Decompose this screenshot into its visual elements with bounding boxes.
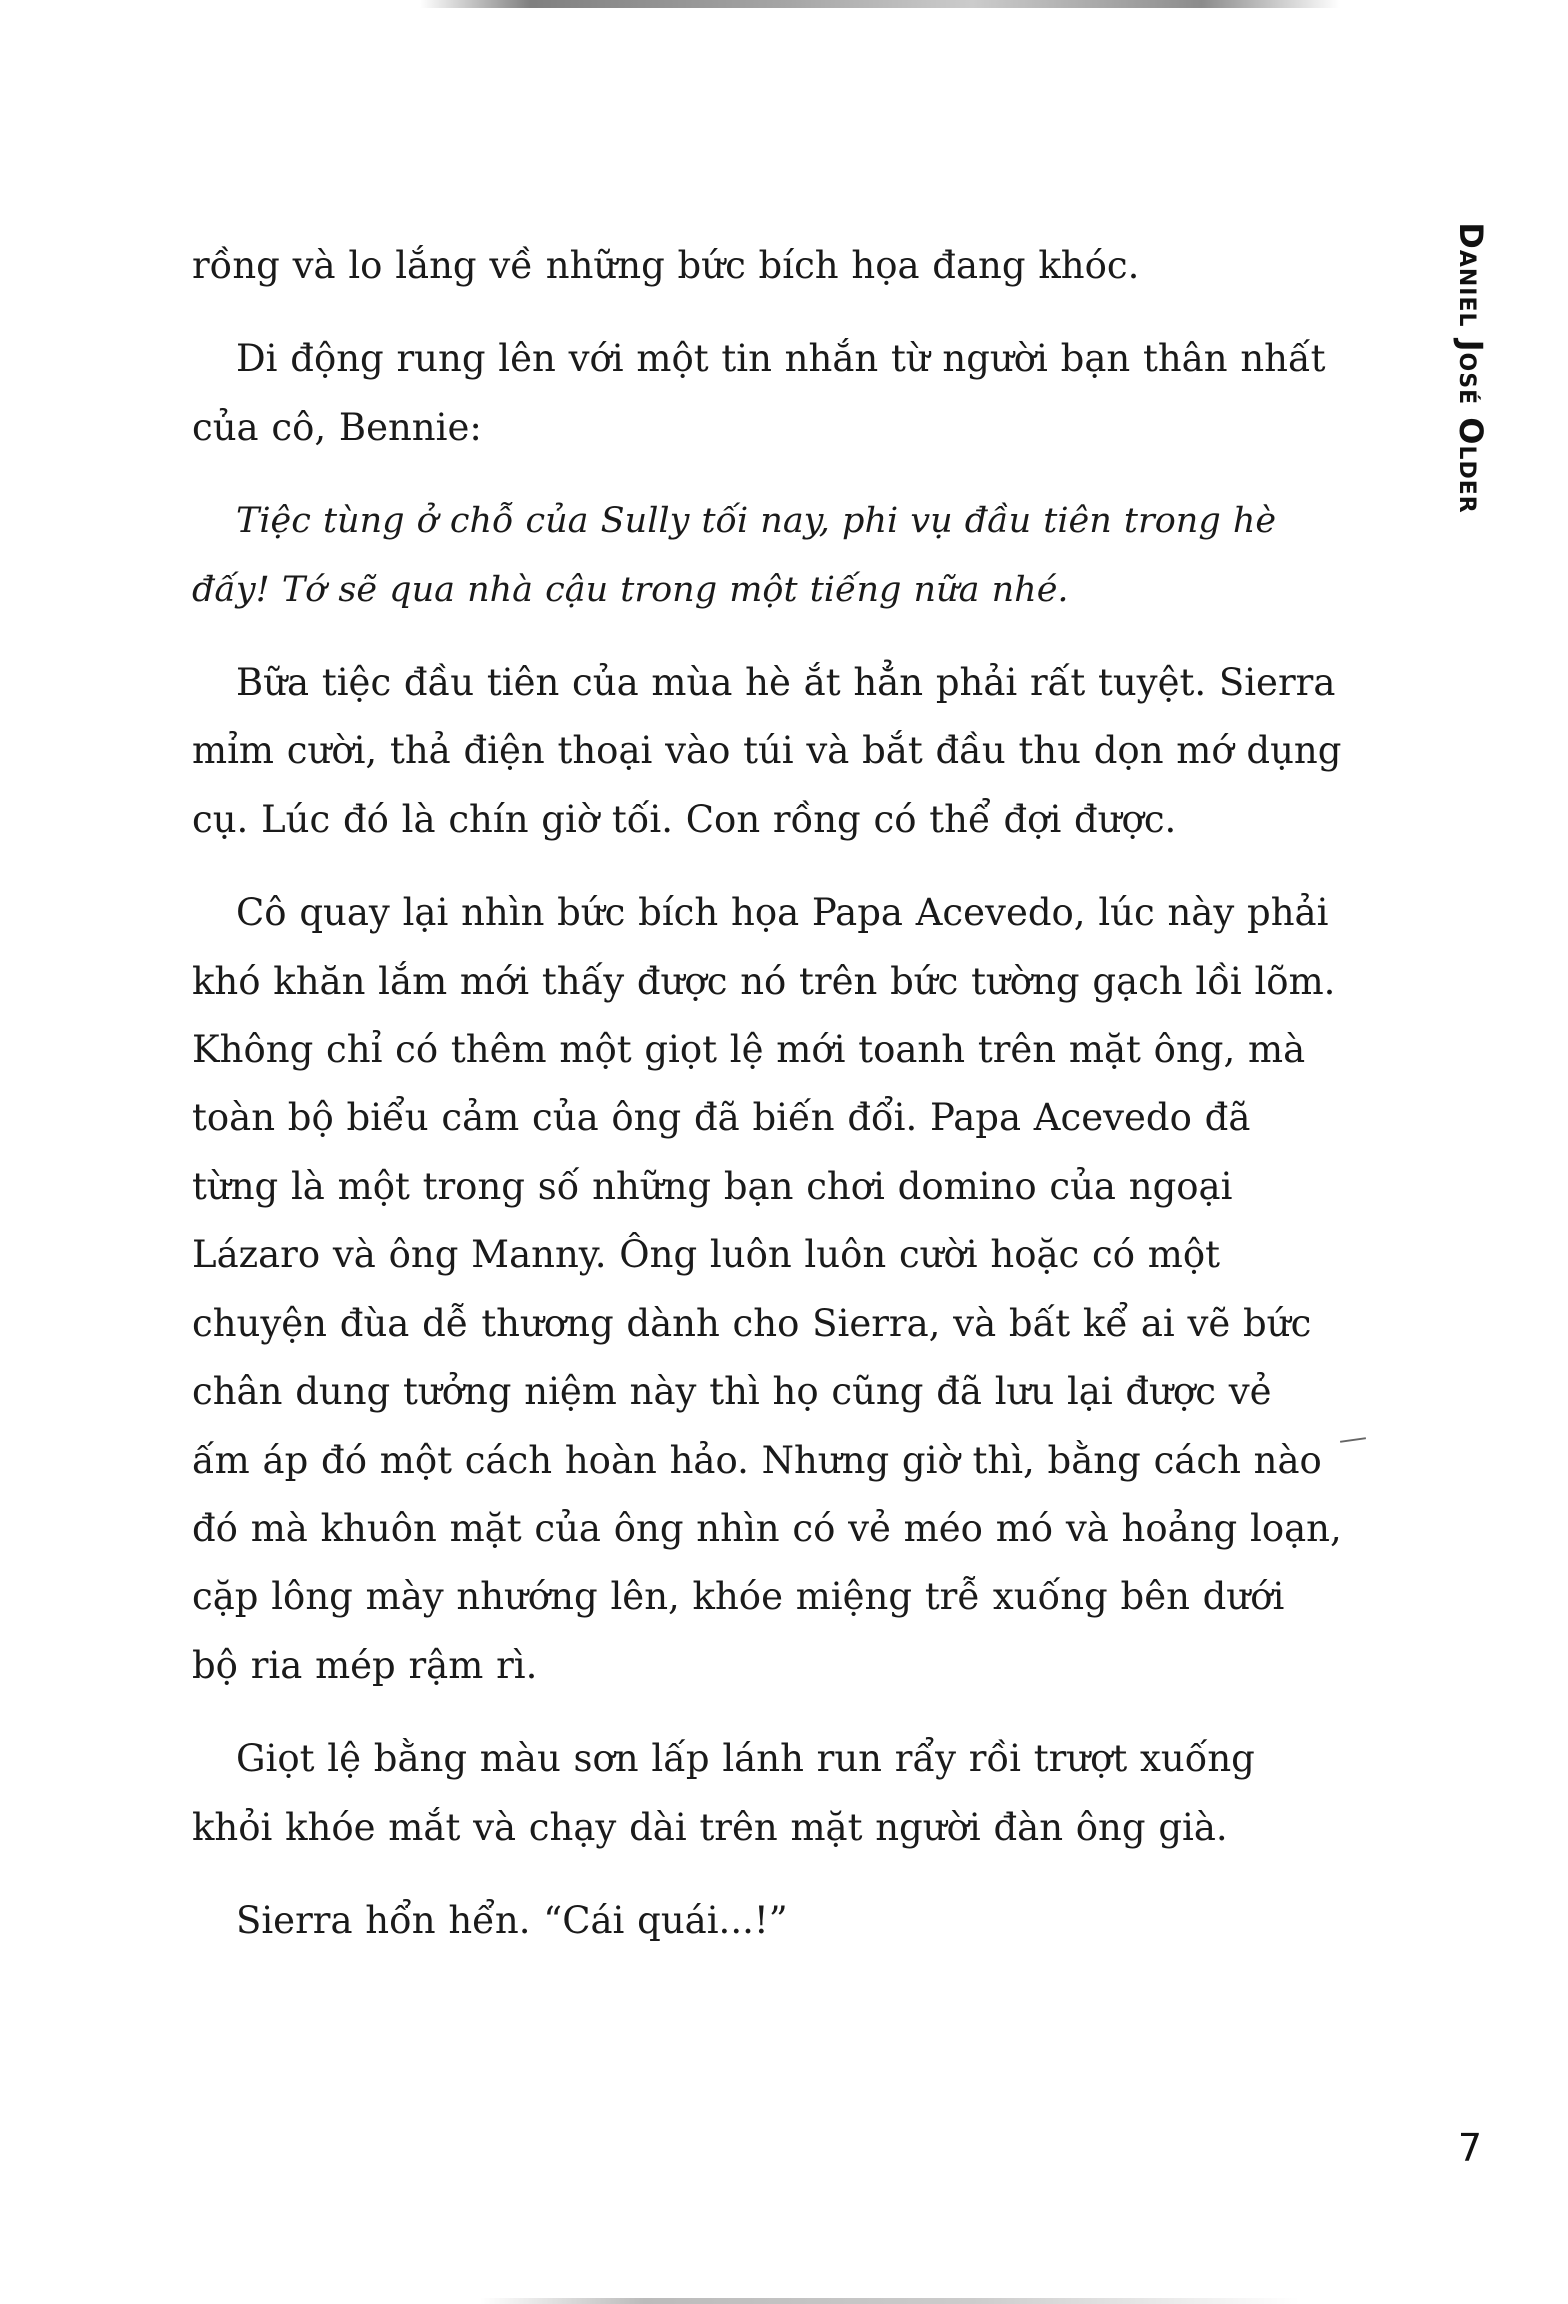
scan-edge-bottom <box>480 2298 1300 2304</box>
paragraph: Giọt lệ bằng màu sơn lấp lánh run rẩy rồi trượt xuống khỏi khóe mắt và chạy dài trên mặt người đàn ông già. <box>192 1737 1255 1849</box>
page-number: 7 <box>1457 2126 1483 2170</box>
paragraph: Sierra hổn hển. “Cái quái...!” <box>236 1898 788 1942</box>
paragraph: Di động rung lên với một tin nhắn từ người bạn thân nhất của cô, Bennie: <box>192 337 1326 449</box>
paragraph: Cô quay lại nhìn bức bích họa Papa Acevedo, lúc này phải khó khăn lắm mới thấy được nó trên bức tường gạch lồi lõm. Không chỉ có thêm một giọt lệ mới toanh trên mặt ông, mà toàn bộ biểu cảm của ông đã biến đổi. Papa Acevedo đã từng là một trong số những bạn chơi domino của ngoại Lázaro và ông Manny. Ông luôn luôn cười hoặc có một chuyện đùa dễ thương dành cho Sierra, và bất kể ai vẽ bức chân dung tưởng niệm này thì họ cũng đã lưu lại được vẻ ấm áp đó một cách hoàn hảo. Nhưng giờ thì, bằng cách nào đó mà khuôn mặt của ông nhìn có vẻ méo mó và hoảng loạn, cặp lông mày nhướng lên, khóe miệng trễ xuống bên dưới bộ ria mép rậm rì. <box>192 891 1342 1687</box>
body-text <box>192 232 1342 1955</box>
running-head <box>1451 222 1491 514</box>
stray-pen-mark <box>1340 1437 1366 1443</box>
paragraph: Bữa tiệc đầu tiên của mùa hè ắt hẳn phải rất tuyệt. Sierra mỉm cười, thả điện thoại vào túi và bắt đầu thu dọn mớ dụng cụ. Lúc đó là chín giờ tối. Con rồng có thể đợi được. <box>192 661 1342 841</box>
paragraph-continuation: rồng và lo lắng về những bức bích họa đang khóc. <box>192 244 1140 287</box>
running-head-author: Daniel José Older <box>1452 222 1490 514</box>
scan-edge-top <box>420 0 1340 8</box>
text-message-quote: Tiệc tùng ở chỗ của Sully tối nay, phi vụ đầu tiên trong hè đấy! Tớ sẽ qua nhà cậu trong một tiếng nữa nhé. <box>192 501 1277 610</box>
